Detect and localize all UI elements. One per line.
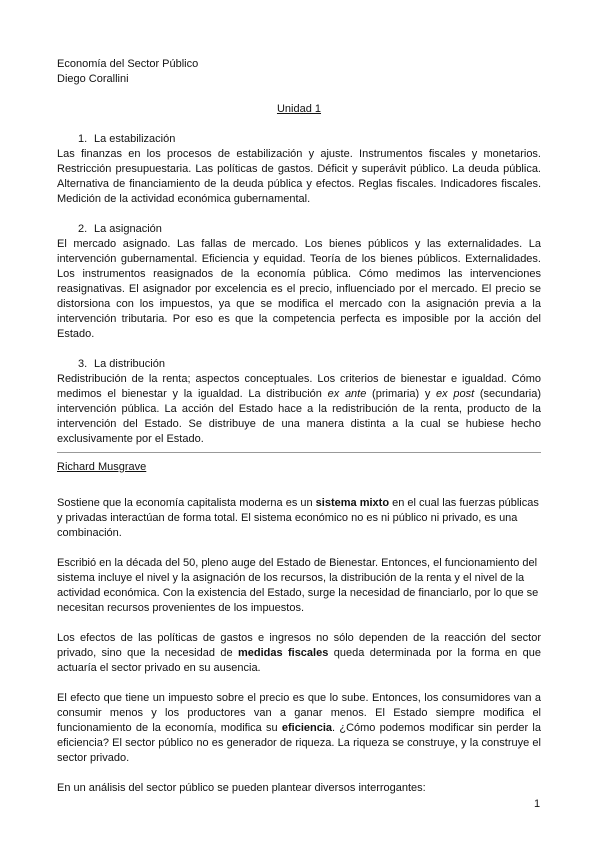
page-number: 1 bbox=[534, 798, 541, 810]
body-text: Sostiene que la economía capitalista moderna es un bbox=[57, 497, 316, 509]
body-text: queda determinada por la forma en que actuaría el sector privado en su ausencia. bbox=[57, 647, 541, 674]
section-heading bbox=[57, 132, 541, 147]
body-text: (primaria) y bbox=[366, 388, 437, 400]
paragraph-interrogantes: En un análisis del sector público se pueden plantear diversos interrogantes: bbox=[57, 782, 426, 794]
paragraph-sistema-mixto bbox=[57, 496, 541, 541]
body-text: . ¿Cómo podemos modificar sin perder la eficiencia? El sector público no es generador de riqueza. La riqueza se construye, y la construye el sector privado. bbox=[57, 722, 541, 764]
section-title: La asignación bbox=[94, 223, 162, 235]
page-content bbox=[57, 57, 541, 796]
horizontal-divider bbox=[57, 452, 541, 453]
section-body: El mercado asignado. Las fallas de mercado. Los bienes públicos y las externalidades. La intervención gubernamental. Eficiencia y equidad. Teoría de los bienes públicos. Externalidades. Los instrumentos reasignados de la economía pública. Cómo medimos las intervenciones reasignativas. El asignador por excelencia es el precio, influenciado por el mercado. El precio se distorsiona con los impuestos, ya que se modifica el mercado con la asignación previa a la intervención tributaria. Por eso es que la competencia perfecta es imposible por la acción del Estado. bbox=[57, 238, 541, 340]
section-number: 3. bbox=[78, 358, 88, 370]
author-name: Diego Corallini bbox=[57, 73, 129, 85]
section-title: La estabilización bbox=[94, 133, 176, 145]
author-heading: Richard Musgrave bbox=[57, 461, 147, 473]
body-text: (secundaria) intervención pública. La acción del Estado hace a la redistribución de la renta, producto de la intervención del Estado. Se distribuye de una manera distinta a la cual se hubiese hecho exclusivamente por el Estado. bbox=[57, 388, 541, 445]
bold-term: sistema mixto bbox=[315, 497, 390, 509]
body-text: Redistribución de la renta; aspectos conceptuales. Los criterios de bienestar e igualdad. Cómo medimos el bienestar y la igualdad. La distribución bbox=[57, 373, 541, 400]
section-heading bbox=[57, 222, 541, 237]
body-text: en el cual las fuerzas públicas y privadas interactúan de forma total. El sistema económico no es ni público ni privado, es una combinación. bbox=[57, 497, 539, 539]
paragraph-eficiencia bbox=[57, 691, 541, 766]
paragraph-medidas-fiscales bbox=[57, 631, 541, 676]
section-distribucion bbox=[57, 357, 541, 447]
course-title: Economía del Sector Público bbox=[57, 58, 199, 70]
body-text: El efecto que tiene un impuesto sobre el precio es que lo sube. Entonces, los consumidores van a consumir menos y los productores van a ganar menos. El Estado siempre modifica el funcionamiento de la economía, modifica su bbox=[57, 692, 541, 734]
section-body bbox=[57, 372, 541, 447]
bold-term: medidas fiscales bbox=[237, 647, 329, 659]
unit-title: Unidad 1 bbox=[276, 103, 322, 115]
paragraph-estado-bienestar: Escribió en la década del 50, pleno auge del Estado de Bienestar. Entonces, el funcionamiento del sistema incluye el nivel y la asignación de los recursos, la distribución de la renta y el nivel de la actividad económica. Con la existencia del Estado, surge la necesidad de financiarlo, por lo que se necesitan recursos provenientes de los impuestos. bbox=[57, 557, 539, 614]
section-asignacion bbox=[57, 222, 541, 342]
section-estabilizacion bbox=[57, 132, 541, 207]
section-heading bbox=[57, 357, 541, 372]
section-title: La distribución bbox=[94, 358, 165, 370]
bold-term: eficiencia bbox=[281, 722, 333, 734]
section-number: 1. bbox=[78, 133, 88, 145]
section-number: 2. bbox=[78, 223, 88, 235]
body-text: Los efectos de las políticas de gastos e ingresos no sólo dependen de la reacción del sector privado, sino que la necesidad de bbox=[57, 632, 541, 659]
section-body: Las finanzas en los procesos de estabilización y ajuste. Instrumentos fiscales y monetarios. Restricción presupuestaria. Las políticas de gastos. Déficit y superávit público. La deuda pública. Alternativa de financiamiento de la deuda pública y efectos. Reglas fiscales. Indicadores fiscales. Medición de la actividad económica gubernamental. bbox=[57, 148, 541, 205]
ex-ante-term: ex ante bbox=[327, 388, 367, 400]
ex-post-term: ex post bbox=[436, 388, 475, 400]
